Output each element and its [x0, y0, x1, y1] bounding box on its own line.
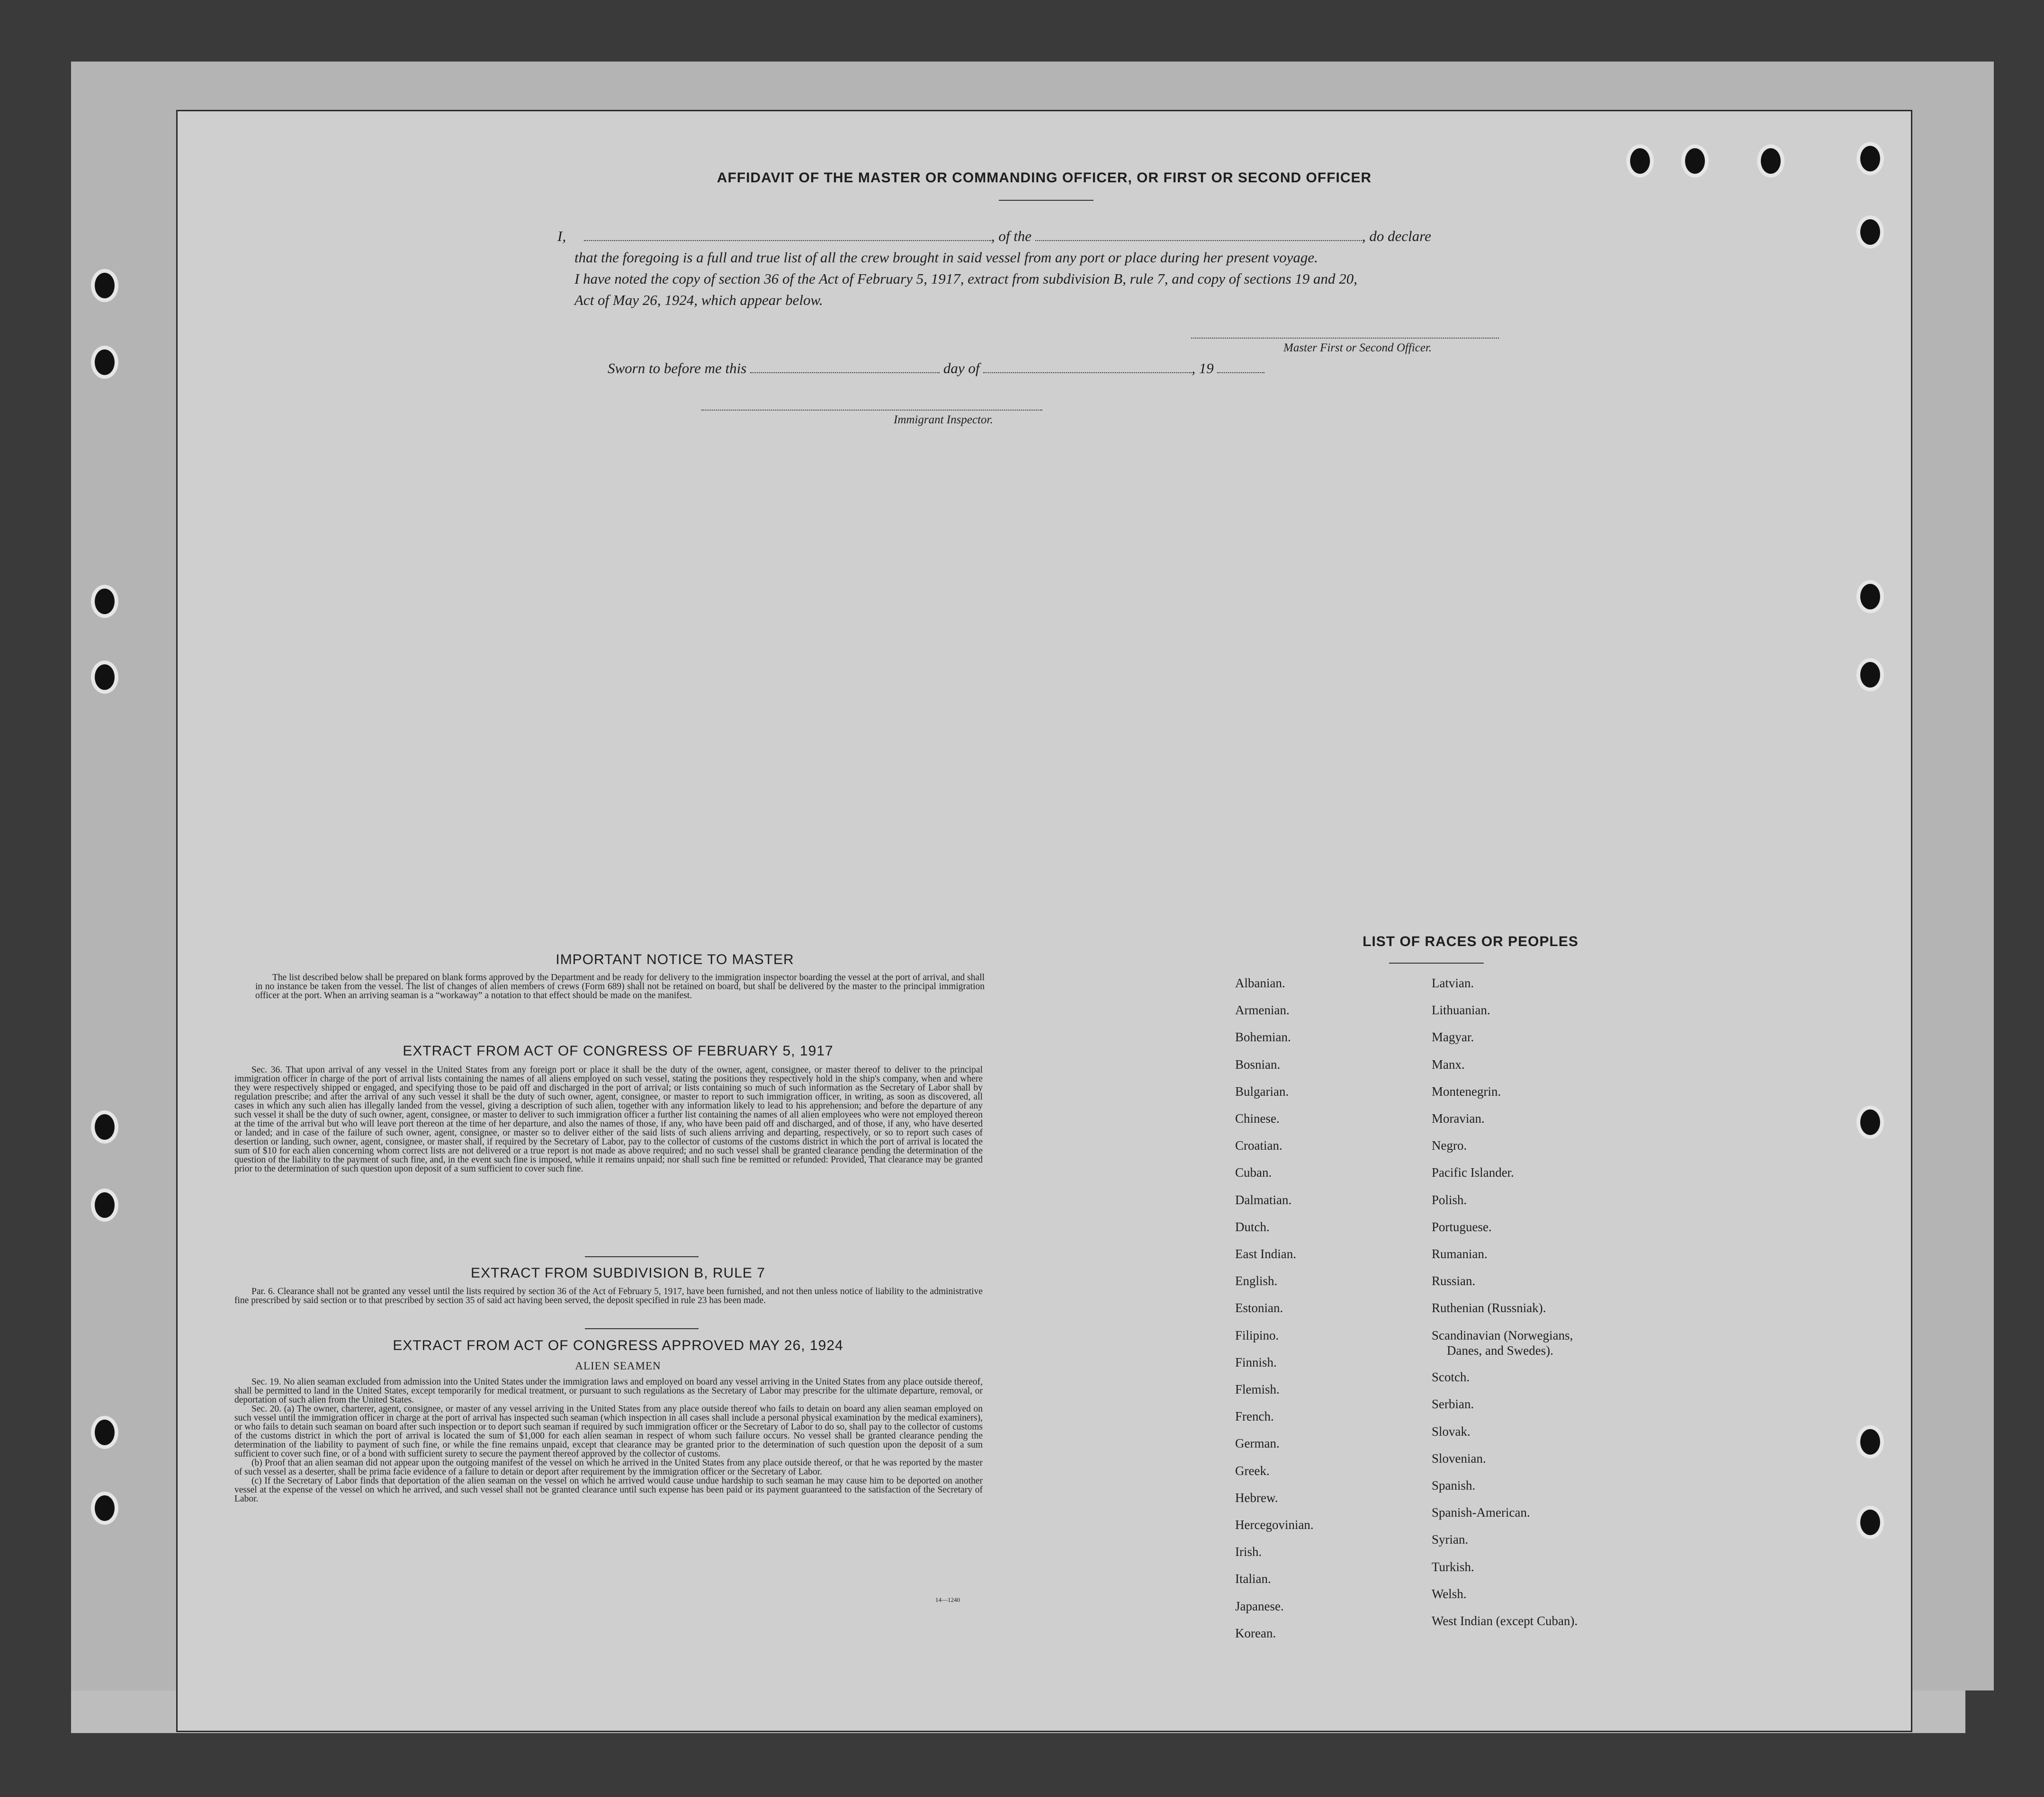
- paragraph-6: Par. 6. Clearance shall not be granted any vessel until the lists required by section 36 of the Act of February 5, 1917, have been furnished, and not then unless notice of liability to the administrative fine prescribed by said section or to that prescribed by section 35 of said act having been served, the deposit specified in rule 23 has been made.: [234, 1287, 983, 1305]
- affidavit-title: AFFIDAVIT OF THE MASTER OR COMMANDING OFFICER, OR FIRST OR SECOND OFFICER: [717, 170, 1372, 186]
- do-declare-label: , do declare: [1362, 228, 1431, 244]
- binding-hole: [1626, 144, 1654, 178]
- race-item: Japanese.: [1235, 1599, 1284, 1613]
- race-item: Armenian.: [1235, 1003, 1290, 1018]
- race-item: Chinese.: [1235, 1111, 1280, 1126]
- race-item: Finnish.: [1235, 1355, 1277, 1369]
- race-item: Moravian.: [1432, 1111, 1485, 1126]
- race-item: Scandinavian (Norwegians,: [1432, 1328, 1573, 1342]
- races-title: LIST OF RACES OR PEOPLES: [1363, 934, 1578, 949]
- sworn-line: [608, 360, 1264, 377]
- extract-rule7-title: EXTRACT FROM SUBDIVISION B, RULE 7: [471, 1265, 765, 1281]
- alien-seamen-subtitle: ALIEN SEAMEN: [575, 1360, 661, 1372]
- sworn-month-blank: [983, 362, 1192, 373]
- race-item: Bosnian.: [1235, 1057, 1281, 1072]
- master-signature-label: Master First or Second Officer.: [1283, 341, 1432, 354]
- binding-hole: [91, 1416, 118, 1449]
- vessel-blank: [1035, 230, 1362, 241]
- year-label: , 19: [1192, 360, 1214, 376]
- race-item: Serbian.: [1432, 1397, 1474, 1412]
- section-20b: (b) Proof that an alien seaman did not appear upon the outgoing manifest of the vessel on which he arrived in the United States from any place outside thereof, or that he was reported by the master of such vessel as a deserter, shall be prima facie evidence of a failure to detain or deport after requirement by the immigration officer or the Secretary of Labor.: [234, 1458, 983, 1477]
- form-number: 14—1240: [935, 1596, 960, 1603]
- binding-hole: [91, 1110, 118, 1144]
- race-item: Spanish.: [1432, 1478, 1476, 1493]
- extract-rule7-body: [234, 1287, 983, 1305]
- race-item: Rumanian.: [1432, 1247, 1488, 1261]
- sworn-label: Sworn to before me this: [608, 360, 747, 376]
- race-item: East Indian.: [1235, 1247, 1296, 1261]
- binding-hole: [91, 1492, 118, 1525]
- divider: [1389, 963, 1484, 964]
- race-item: Greek.: [1235, 1463, 1270, 1478]
- race-item: Flemish.: [1235, 1382, 1280, 1396]
- race-item: Spanish-American.: [1432, 1505, 1530, 1520]
- race-item: Russian.: [1432, 1274, 1476, 1288]
- race-item: West Indian (except Cuban).: [1432, 1614, 1578, 1628]
- race-item: Irish.: [1235, 1545, 1262, 1559]
- race-item: Estonian.: [1235, 1301, 1283, 1315]
- affidavit-line3: I have noted the copy of section 36 of the Act of February 5, 1917, extract from subdivision B, rule 7, and copy of sections 19 and 20,: [574, 270, 1358, 287]
- race-item: Danes, and Swedes).: [1447, 1343, 1553, 1358]
- divider: [585, 1256, 699, 1257]
- race-item: Ruthenian (Russniak).: [1432, 1301, 1546, 1315]
- race-item: Slovenian.: [1432, 1451, 1486, 1466]
- binding-hole: [1856, 658, 1884, 691]
- binding-hole: [91, 1189, 118, 1222]
- section-20a: Sec. 20. (a) The owner, charterer, agent, consignee, or master of any vessel arriving in the United States from any place outside thereof who fails to detain on board any alien seaman employed on such vessel until the immigration officer in charge at the port of arrival has inspected such seaman (which inspection in all cases shall include a personal physical examination by the medical examiners), or who fails to detain such seaman on board after such inspection or to deport such seaman if required by such immigration officer or the Secretary of Labor to do so, shall pay to the collector of customs of the customs district in which the port of arrival is located the sum of $1,000 for each alien seaman in respect of whom such failure occurs. No vessel shall be granted clearance pending the determination of the liability to payment of such fine, or while the fine remains unpaid, except that clearance may be granted prior to the determination of such question upon the deposit of a sum sufficient to cover such fine, or of a bond with sufficient surety to secure the payment thereof approved by the collector of customs.: [234, 1404, 983, 1459]
- race-item: Bulgarian.: [1235, 1084, 1289, 1099]
- day-of-label: day of: [943, 360, 980, 376]
- binding-hole: [1757, 144, 1784, 178]
- race-item: Cuban.: [1235, 1165, 1272, 1180]
- race-item: Scotch.: [1432, 1370, 1470, 1385]
- sworn-day-blank: [750, 362, 940, 373]
- race-item: Hercegovinian.: [1235, 1518, 1314, 1532]
- race-item: Hebrew.: [1235, 1490, 1278, 1505]
- of-the-label: , of the: [991, 228, 1032, 244]
- notice-body: [255, 973, 985, 1000]
- extract-1924-title: EXTRACT FROM ACT OF CONGRESS APPROVED MAY 26, 1924: [393, 1338, 843, 1353]
- binding-hole: [1856, 215, 1884, 249]
- i-label: I,: [557, 228, 566, 244]
- race-item: Welsh.: [1432, 1586, 1467, 1601]
- affidavit-line4: Act of May 26, 1924, which appear below.: [574, 292, 823, 308]
- affidavit-line1: [557, 228, 1431, 245]
- race-item: Magyar.: [1432, 1030, 1474, 1045]
- extract-1924-body: [234, 1377, 983, 1503]
- binding-hole: [91, 661, 118, 694]
- race-item: Filipino.: [1235, 1328, 1279, 1342]
- binding-hole: [1856, 1425, 1884, 1458]
- race-item: Manx.: [1432, 1057, 1465, 1072]
- race-item: Lithuanian.: [1432, 1003, 1490, 1018]
- divider: [585, 1328, 699, 1329]
- binding-hole: [1856, 1506, 1884, 1539]
- race-item: Portuguese.: [1432, 1219, 1492, 1234]
- affidavit-line2: that the foregoing is a full and true list of all the crew brought in said vessel from any port or place during her present voyage.: [574, 249, 1318, 266]
- race-item: German.: [1235, 1436, 1280, 1451]
- binding-hole: [1856, 1106, 1884, 1139]
- race-item: Dalmatian.: [1235, 1192, 1292, 1207]
- section-36: Sec. 36. That upon arrival of any vessel in the United States from any foreign port or place it shall be the duty of the owner, agent, consignee, or master thereof to deliver to the principal immigration officer in charge of the port of arrival lists containing the names of all aliens employed on such vessel, stating the positions they respectively hold in the ship's company, when and where they were respectively shipped or engaged, and specifying those to be paid off and discharged in the port of arrival; or lists containing so much of such information as the Secretary of Labor shall by regulation prescribe; and after the arrival of any such vessel it shall be the duty of such owner, agent, consignee, or master to report to such immigration officer, in writing, as soon as discovered, all cases in which any such alien has illegally landed from the vessel, giving a description of such alien, together with any information likely to lead to his apprehension; and before the departure of any such vessel it shall be the duty of such owner, agent, consignee, or master to deliver to such immigration officer a further list containing the names of all alien employees who were not employed thereon at the time of the arrival but who will leave port thereon at the time of her departure, and also the names of those, if any, who have been paid off and discharged, and of those, if any, who have deserted or landed; and in case of the failure of such owner, agent, consignee, or master so to deliver either of the said lists of such aliens arriving and departing, respectively, or so to report such cases of desertion or landing, such owner, agent, consignee, or master shall, if required by the Secretary of Labor, pay to the collector of customs of the customs district in which the port of arrival is located the sum of $10 for each alien concerning whom correct lists are not delivered or a true report is not made as above required; and no such vessel shall be granted clearance pending the determination of the question of the liability to the payment of such fine, and, in the event such fine is imposed, while it remains unpaid; nor shall such fine be remitted or refunded: Provided, That clearance may be granted prior to the determination of such question upon deposit of a sum sufficient to cover such fine.: [234, 1065, 983, 1174]
- binding-hole: [91, 346, 118, 379]
- race-item: Slovak.: [1432, 1424, 1470, 1439]
- race-item: Croatian.: [1235, 1138, 1282, 1153]
- inspector-signature-line: [701, 410, 1042, 411]
- race-item: Pacific Islander.: [1432, 1165, 1514, 1180]
- race-item: Albanian.: [1235, 976, 1285, 990]
- race-item: Polish.: [1432, 1192, 1467, 1207]
- race-item: Italian.: [1235, 1572, 1271, 1586]
- master-signature-line: [1191, 338, 1499, 339]
- sworn-year-blank: [1217, 362, 1264, 373]
- race-item: Latvian.: [1432, 976, 1474, 990]
- race-item: Bohemian.: [1235, 1030, 1291, 1045]
- extract-1917-title: EXTRACT FROM ACT OF CONGRESS OF FEBRUARY 5, 1917: [403, 1043, 834, 1059]
- race-item: English.: [1235, 1274, 1278, 1288]
- binding-hole: [1856, 142, 1884, 175]
- binding-hole: [91, 269, 118, 302]
- section-19: Sec. 19. No alien seaman excluded from admission into the United States under the immigration laws and employed on board any vessel arriving in the United States from any place outside thereof, shall be permitted to land in the United States, except temporarily for medical treatment, or pursuant to such regulations as the Secretary of Labor may prescribe for the ultimate departure, removal, or deportation of such alien from the United States.: [234, 1377, 983, 1405]
- binding-hole: [1856, 580, 1884, 613]
- divider: [999, 200, 1094, 201]
- binding-hole: [91, 585, 118, 618]
- race-item: Negro.: [1432, 1138, 1467, 1153]
- race-item: Montenegrin.: [1432, 1084, 1501, 1099]
- section-20c: (c) If the Secretary of Labor finds that deportation of the alien seaman on the vessel on which he arrived would cause undue hardship to such seaman he may cause him to be deported on another vessel at the expense of the vessel on which he arrived, and such vessel shall not be granted clearance until such expense has been paid or its payment guaranteed to the satisfaction of the Secretary of Labor.: [234, 1476, 983, 1504]
- race-item: Turkish.: [1432, 1559, 1474, 1574]
- binding-hole: [1681, 144, 1709, 178]
- notice-paragraph: The list described below shall be prepared on blank forms approved by the Department and be ready for delivery to the immigration inspector boarding the vessel at the port of arrival, and shall in no instance be taken from the vessel. The list of changes of alien members of crews (Form 689) shall not be retained on board, but shall be delivered by the master to the principal immigration officer at the port. When an arriving seaman is a “workaway” a notation to that effect should be made on the manifest.: [255, 973, 985, 1001]
- race-item: Dutch.: [1235, 1219, 1270, 1234]
- race-item: Korean.: [1235, 1626, 1276, 1640]
- name-blank: [584, 230, 991, 241]
- race-item: French.: [1235, 1409, 1274, 1424]
- race-item: Syrian.: [1432, 1532, 1469, 1547]
- inspector-signature-label: Immigrant Inspector.: [894, 413, 993, 426]
- extract-1917-body: [234, 1065, 983, 1173]
- notice-title: IMPORTANT NOTICE TO MASTER: [556, 952, 794, 967]
- form-sheet: [176, 110, 1912, 1732]
